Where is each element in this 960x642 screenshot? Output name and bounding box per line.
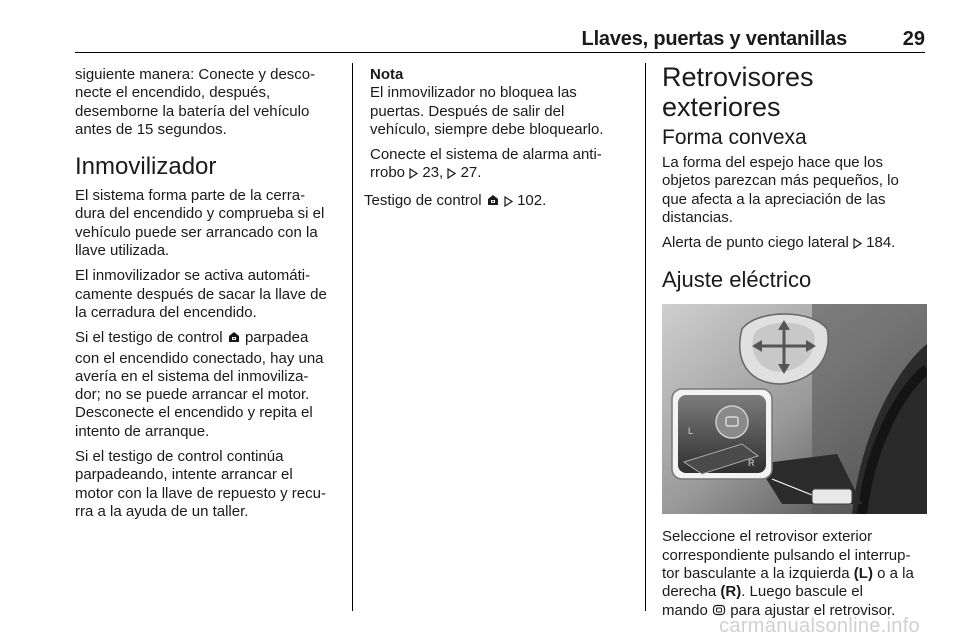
arrow-ref-icon	[409, 166, 418, 184]
mirror-adjustment-photo	[662, 304, 927, 514]
heading-ajuste-electrico: Ajuste eléctrico	[662, 267, 812, 293]
alerta-text: Alerta de punto ciego lateral	[662, 234, 849, 252]
heading-retrovisores: Retrovisores exteriores	[662, 62, 814, 122]
svg-text:L: L	[688, 426, 694, 437]
paragraph-3	[75, 329, 343, 441]
nota-block	[370, 66, 635, 185]
paragraph-3-text-a: Si el testigo de control	[75, 329, 223, 347]
page-reference-27[interactable]: 27.	[460, 164, 482, 182]
heading-inmovilizador: Inmovilizador	[75, 153, 217, 181]
immobilizer-lamp-icon	[486, 193, 500, 212]
arrow-ref-icon	[447, 166, 456, 184]
chapter-title: Llaves, puertas y ventanillas	[581, 28, 847, 50]
heading-forma-convexa: Forma convexa	[662, 126, 807, 149]
arrow-ref-icon	[504, 194, 513, 212]
nota-title: Nota	[370, 66, 404, 83]
ajuste-paragraph	[662, 528, 927, 621]
testigo-text: Testigo de control	[364, 191, 482, 209]
page-reference-184[interactable]: 184.	[866, 234, 896, 252]
nota-paragraph-2-text: Conecte el sistema de alarma anti- rrobo	[370, 146, 602, 182]
arrow-ref-icon	[853, 236, 862, 254]
testigo-paragraph	[364, 192, 635, 212]
alerta-paragraph	[662, 234, 927, 254]
page-reference-23[interactable]: 23,	[422, 164, 444, 182]
ajuste-text-d: para ajustar el retrovisor.	[730, 601, 896, 619]
ajuste-text-c: . Luego bascule el mando	[662, 583, 863, 619]
label-L: (L)	[853, 565, 873, 583]
paragraph-4: Si el testigo de control continúa parpadeando, intente arrancar el motor con la llave de repuesto y recu- rra a la ayuda de un taller.	[75, 448, 326, 520]
column-2	[364, 66, 635, 219]
page-reference-102[interactable]: 102.	[517, 191, 547, 209]
page-number: 29	[902, 28, 925, 50]
ajuste-text-b: o a la derecha	[662, 565, 914, 601]
nota-paragraph-2	[370, 146, 635, 185]
column-divider-2	[645, 63, 646, 611]
column-divider-1	[352, 63, 353, 611]
svg-text:R: R	[748, 458, 755, 469]
convexa-paragraph: La forma del espejo hace que los objetos parezcan más pequeños, lo que afecta a la apreciación de las distancias.	[662, 154, 899, 226]
column-1	[75, 66, 343, 528]
immobilizer-lamp-icon	[227, 330, 241, 349]
paragraph-1: El sistema forma parte de la cerra- dura del encendido y comprueba si el vehículo puede ser arrancado con la llave utilizada.	[75, 187, 325, 260]
intro-paragraph: siguiente manera: Conecte y desco- necte el encendido, después, desemborne la batería del vehículo antes de 15 segundos.	[75, 66, 316, 138]
ajuste-text-a: Seleccione el retrovisor exterior correspondiente pulsando el interrup- tor basculante a la izquierda	[662, 528, 911, 583]
watermark: carmanualsonline.info	[719, 615, 920, 637]
nota-paragraph-1: El inmovilizador no bloquea las puertas. Después de salir del vehículo, siempre debe bloquearlo.	[370, 84, 604, 138]
label-R: (R)	[720, 583, 742, 601]
paragraph-3-text-b: parpadea con el encendido conectado, hay una avería en el sistema del inmoviliza- dor; no se puede arrancar el motor. Desconecte el encendido y repita el intento de arranque.	[75, 329, 324, 440]
page-header	[75, 26, 925, 53]
column-3	[662, 62, 927, 629]
paragraph-2: El inmovilizador se activa automáti- camente después de sacar la llave de la cerradura del encendido.	[75, 267, 327, 321]
